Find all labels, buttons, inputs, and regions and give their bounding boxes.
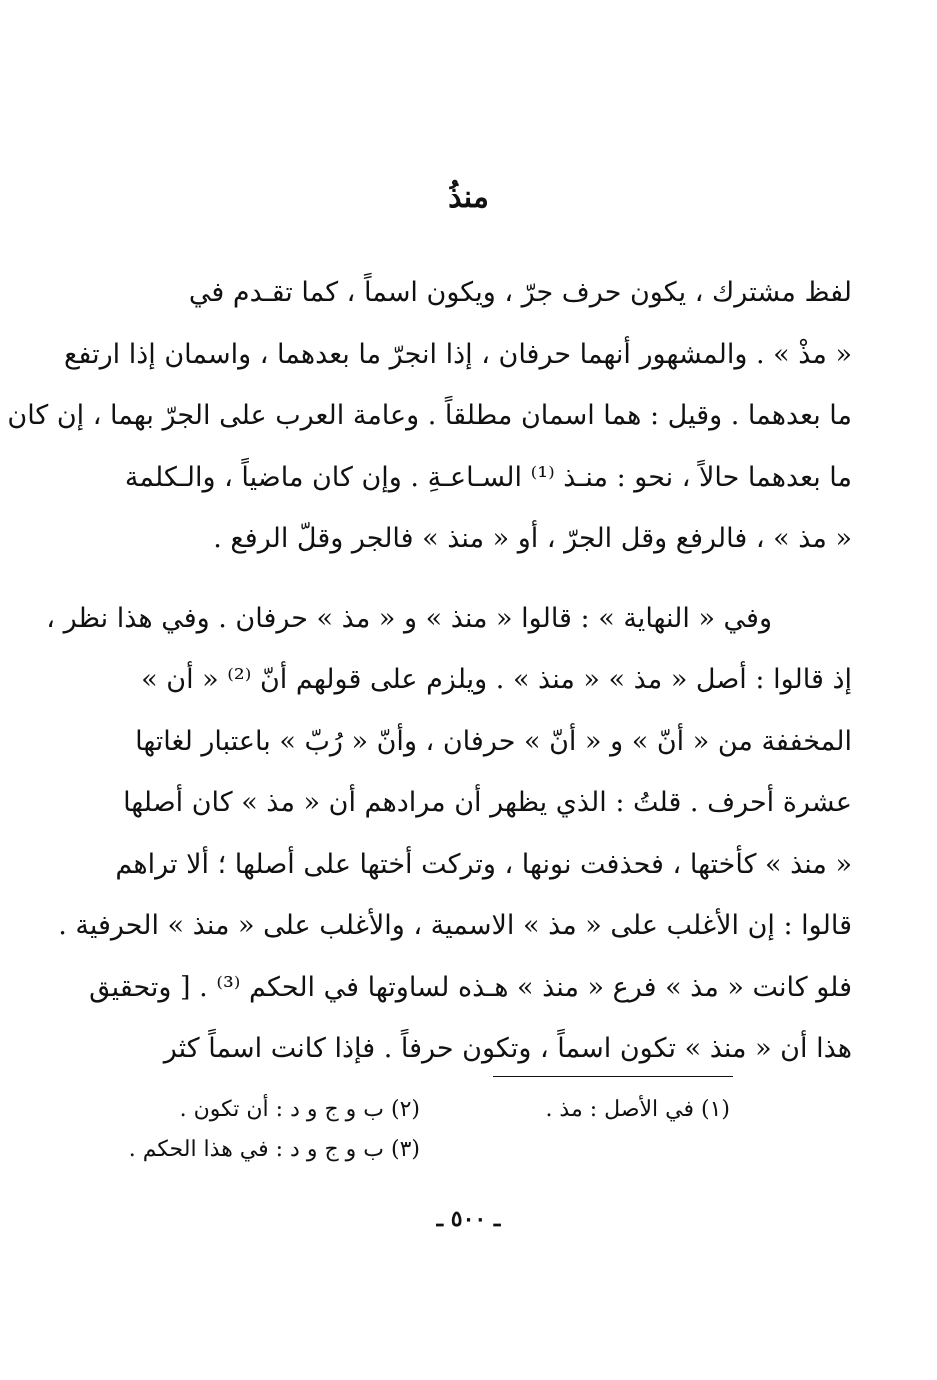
text-line: ما بعدهما حالاً ، نحو : منـذ ⁽¹⁾ السـاعـةِ . وإن كان ماضياً ، والـكلمة: [124, 461, 852, 493]
paragraph-2: [46, 588, 852, 1080]
footnote-3: (٣) ب و ج و د : في هذا الحكم .: [128, 1137, 420, 1162]
text-line: « مذْ » . والمشهور أنهما حرفان ، إذا انجرّ ما بعدهما ، واسمان إذا ارتفع: [64, 338, 852, 370]
footnote-row: [120, 1130, 730, 1170]
footnotes: [120, 1090, 730, 1170]
text-line: فلو كانت « مذ » فرع « منذ » هـذه لساوتها في الحكم ⁽³⁾ . [ وتحقيق: [89, 971, 852, 1003]
text-line: وفي « النهاية » : قالوا « منذ » و « مذ » حرفان . وفي هذا نظر ،: [46, 602, 772, 634]
text-line: عشرة أحرف . قلتُ : الذي يظهر أن مرادهم أن « مذ » كان أصلها: [123, 787, 852, 818]
entry-heading: منذُ: [448, 180, 489, 215]
paragraph-gap: [100, 570, 852, 588]
footnote-1: (١) في الأصل : مذ .: [545, 1097, 730, 1122]
footnote-2: (٢) ب و ج و د : أن تكون .: [179, 1097, 420, 1122]
text-line: ما بعدهما . وقيل : هما اسمان مطلقاً . وعامة العرب على الجرّ بهما ، إن كان: [7, 400, 852, 431]
text-line: « مذ » ، فالرفع وقل الجرّ ، أو « منذ » فالجر وقلّ الرفع .: [213, 523, 852, 554]
page-number: ـ ٥٠٠ ـ: [436, 1206, 501, 1232]
text-line: « منذ » كأختها ، فحذفت نونها ، وتركت أختها على أصلها ؛ ألا تراهم: [115, 848, 852, 880]
text-line: هذا أن « منذ » تكون اسماً ، وتكون حرفاً . فإذا كانت اسماً كثر: [163, 1033, 852, 1064]
text-line: إذ قالوا : أصل « مذ » « منذ » . ويلزم على قولهم أنّ ⁽²⁾ « أن »: [141, 664, 852, 695]
text-line: قالوا : إن الأغلب على « مذ » الاسمية ، والأغلب على « منذ » الحرفية .: [58, 910, 852, 941]
paragraph-1: [7, 262, 852, 570]
text-line: المخففة من « أنّ » و « أنّ » حرفان ، وأنّ « رُبّ » باعتبار لغاتها: [135, 725, 852, 757]
main-text: [7, 262, 852, 1080]
text-line: لفظ مشترك ، يكون حرف جرّ ، ويكون اسماً ، كما تقـدم في: [188, 277, 852, 308]
footnote-row: [120, 1090, 730, 1130]
footnote-divider: [493, 1076, 733, 1077]
